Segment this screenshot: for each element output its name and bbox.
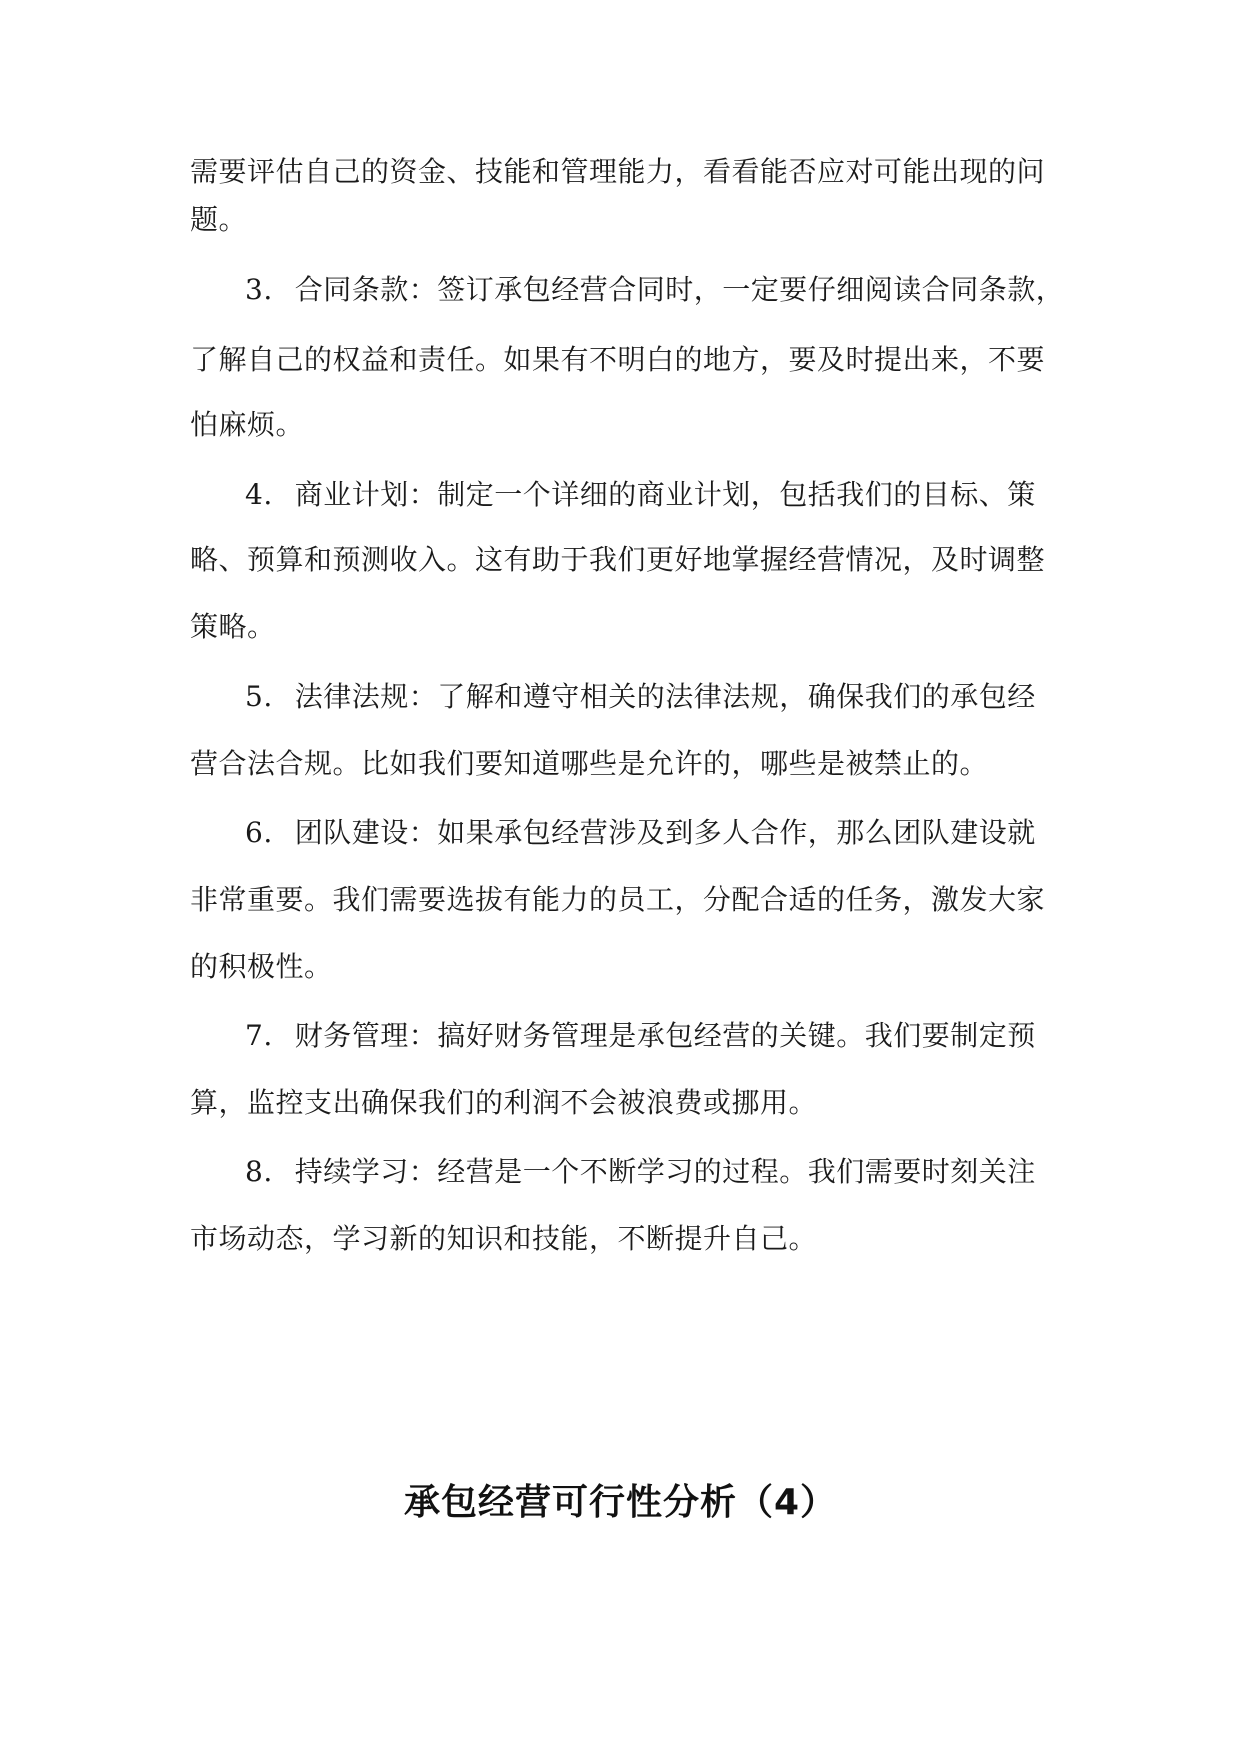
list-item-5-line-2: 营合法合规。比如我们要知道哪些是允许的，哪些是被禁止的。 — [190, 747, 989, 780]
list-item-7-number: 7. — [245, 1019, 273, 1052]
list-item-6-text: 团队建设：如果承包经营涉及到多人合作，那么团队建设就 — [294, 816, 1036, 849]
list-item-5-line-1 — [245, 677, 1070, 717]
list-item-3-line-3: 怕麻烦。 — [190, 408, 305, 441]
paragraph-1-line-1: 需要评估自己的资金、技能和管理能力，看看能否应对可能出现的问 — [190, 155, 1046, 188]
list-item-5-number: 5. — [245, 680, 273, 713]
list-item-4-line-1 — [245, 475, 1070, 515]
list-item-6-line-2: 非常重要。我们需要选拔有能力的员工，分配合适的任务，激发大家 — [190, 883, 1046, 916]
list-item-4-number: 4. — [245, 478, 273, 511]
list-item-4-line-2: 略、预算和预测收入。这有助于我们更好地掌握经营情况，及时调整 — [190, 543, 1046, 576]
list-item-7-line-1 — [245, 1016, 1070, 1056]
list-item-5-text: 法律法规：了解和遵守相关的法律法规，确保我们的承包经 — [294, 680, 1036, 713]
section-title: 承包经营可行性分析（4） — [403, 1482, 838, 1523]
list-item-4-line-3: 策略。 — [190, 610, 276, 643]
list-item-8-text: 持续学习：经营是一个不断学习的过程。我们需要时刻关注 — [294, 1155, 1036, 1188]
list-item-7-line-2: 算，监控支出确保我们的利润不会被浪费或挪用。 — [190, 1086, 818, 1119]
list-item-8-line-1 — [245, 1152, 1070, 1192]
list-item-7-text: 财务管理：搞好财务管理是承包经营的关键。我们要制定预 — [294, 1019, 1036, 1052]
list-item-6-line-1 — [245, 813, 1070, 853]
list-item-3-line-2: 了解自己的权益和责任。如果有不明白的地方，要及时提出来，不要 — [190, 343, 1046, 376]
list-item-4-text: 商业计划：制定一个详细的商业计划，包括我们的目标、策 — [294, 478, 1036, 511]
paragraph-1-line-2: 题。 — [190, 203, 248, 236]
list-item-8-number: 8. — [245, 1155, 273, 1188]
list-item-6-line-3: 的积极性。 — [190, 950, 333, 983]
list-item-3-line-1 — [245, 270, 1070, 310]
list-item-8-line-2: 市场动态，学习新的知识和技能，不断提升自己。 — [190, 1222, 818, 1255]
list-item-6-number: 6. — [245, 816, 273, 849]
list-item-3-text: 合同条款：签订承包经营合同时，一定要仔细阅读合同条款， — [294, 273, 1065, 306]
list-item-3-number: 3. — [245, 273, 273, 306]
